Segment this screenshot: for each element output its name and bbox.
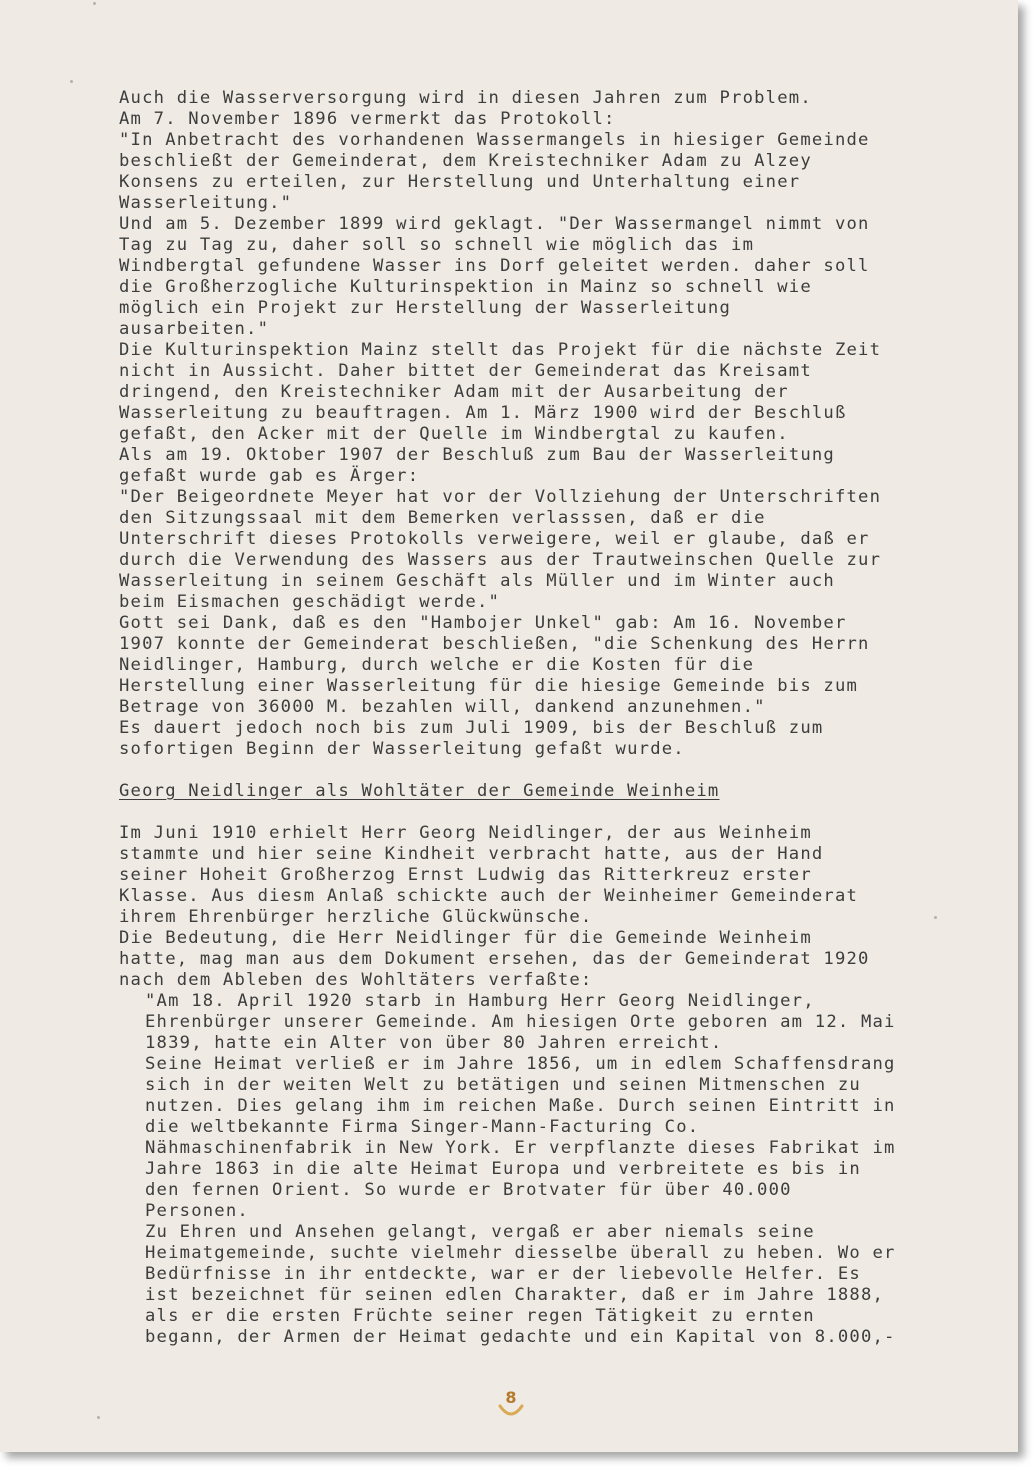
paper-speck xyxy=(93,2,96,5)
text-line: nicht in Aussicht. Daher bittet der Gemeinderat das Kreisamt xyxy=(119,361,812,381)
text-line: sofortigen Beginn der Wasserleitung gefaßt wurde. xyxy=(119,739,685,759)
text-line: den Sitzungssaal mit dem Bemerken verlasssen, daß er die xyxy=(119,508,766,528)
text-line: Gott sei Dank, daß es den "Hambojer Unkel" gab: Am 16. November xyxy=(119,613,847,633)
text-line: "Der Beigeordnete Meyer hat vor der Vollziehung der Unterschriften xyxy=(119,487,882,507)
text-line: Seine Heimat verließ er im Jahre 1856, um in edlem Schaffensdrang xyxy=(145,1054,896,1074)
text-line: Klasse. Aus diesm Anlaß schickte auch der Weinheimer Gemeinderat xyxy=(119,886,859,906)
text-line: Es dauert jedoch noch bis zum Juli 1909, bis der Beschluß zum xyxy=(119,718,824,738)
text-line: Windbergtal gefundene Wasser ins Dorf geleitet werden. daher soll xyxy=(119,256,870,276)
text-line: dringend, den Kreistechniker Adam mit der Ausarbeitung der xyxy=(119,382,789,402)
text-line: 1839, hatte ein Alter von über 80 Jahren erreicht. xyxy=(145,1033,723,1053)
paper-speck xyxy=(97,1416,100,1419)
text-line: Zu Ehren und Ansehen gelangt, vergaß er aber niemals seine xyxy=(145,1222,815,1242)
obituary-quote xyxy=(119,991,979,1348)
text-line: durch die Verwendung des Wassers aus der Trautweinschen Quelle zur xyxy=(119,550,882,570)
text-line: Die Kulturinspektion Mainz stellt das Projekt für die nächste Zeit xyxy=(119,340,882,360)
text-line: 1907 konnte der Gemeinderat beschließen, "die Schenkung des Herrn xyxy=(119,634,870,654)
text-line: gefaßt wurde gab es Ärger: xyxy=(119,466,420,486)
text-line: Als am 19. Oktober 1907 der Beschluß zum Bau der Wasserleitung xyxy=(119,445,835,465)
text-line: als er die ersten Früchte seiner regen Tätigkeit zu ernten xyxy=(145,1306,815,1326)
text-line: nutzen. Dies gelang ihm im reichen Maße. Durch seinen Eintritt in xyxy=(145,1096,896,1116)
paragraph-neidlinger xyxy=(119,823,979,991)
text-line: Und am 5. Dezember 1899 wird geklagt. "Der Wassermangel nimmt von xyxy=(119,214,870,234)
text-line: Im Juni 1910 erhielt Herr Georg Neidlinger, der aus Weinheim xyxy=(119,823,812,843)
text-line: Wasserleitung in seinem Geschäft als Müller und im Winter auch xyxy=(119,571,835,591)
text-line: "Am 18. April 1920 starb in Hamburg Herr Georg Neidlinger, xyxy=(145,991,815,1011)
text-line: Die Bedeutung, die Herr Neidlinger für die Gemeinde Weinheim xyxy=(119,928,812,948)
text-line: Auch die Wasserversorgung wird in diesen Jahren zum Problem. xyxy=(119,88,812,108)
text-line: ausarbeiten." xyxy=(119,319,270,339)
text-line: Tag zu Tag zu, daher soll so schnell wie möglich das im xyxy=(119,235,755,255)
text-line: Wasserleitung." xyxy=(119,193,293,213)
text-line: stammte und hier seine Kindheit verbracht hatte, aus der Hand xyxy=(119,844,824,864)
text-line: Unterschrift dieses Protokolls verweigere, weil er glaube, daß er xyxy=(119,529,870,549)
paper-speck xyxy=(70,80,73,83)
paragraph-water-supply xyxy=(119,88,979,760)
text-line: Konsens zu erteilen, zur Herstellung und Unterhaltung einer xyxy=(119,172,801,192)
text-line: möglich ein Projekt zur Herstellung der Wasserleitung xyxy=(119,298,732,318)
text-line: beschließt der Gemeinderat, dem Kreistechniker Adam zu Alzey xyxy=(119,151,812,171)
text-line: hatte, mag man aus dem Dokument ersehen, das der Gemeinderat 1920 xyxy=(119,949,870,969)
text-line: Heimatgemeinde, suchte vielmehr diesselbe überall zu heben. Wo er xyxy=(145,1243,896,1263)
text-line: Jahre 1863 in die alte Heimat Europa und verbreitete es bis in xyxy=(145,1159,861,1179)
blank-line xyxy=(119,760,979,781)
text-line: Personen. xyxy=(145,1201,249,1221)
text-line: die Großherzogliche Kulturinspektion in Mainz so schnell wie xyxy=(119,277,812,297)
text-line: ist bezeichnet für seinen edlen Charakter, daß er im Jahre 1888, xyxy=(145,1285,885,1305)
blank-line xyxy=(119,802,979,823)
text-line: seiner Hoheit Großherzog Ernst Ludwig das Ritterkreuz erster xyxy=(119,865,812,885)
text-line: ihrem Ehrenbürger herzliche Glückwünsche. xyxy=(119,907,593,927)
text-line: Betrage von 36000 M. bezahlen will, dankend anzunehmen." xyxy=(119,697,766,717)
text-line: Am 7. November 1896 vermerkt das Protokoll: xyxy=(119,109,616,129)
page-number xyxy=(496,1386,526,1422)
typed-text-block xyxy=(119,88,979,1348)
text-line: Wasserleitung zu beauftragen. Am 1. März 1900 wird der Beschluß xyxy=(119,403,847,423)
text-line: den fernen Orient. So wurde er Brotvater für über 40.000 xyxy=(145,1180,792,1200)
section-heading: Georg Neidlinger als Wohltäter der Gemeinde Weinheim xyxy=(119,781,720,801)
text-line: Bedürfnisse in ihr entdeckte, war er der liebevolle Helfer. Es xyxy=(145,1264,861,1284)
text-line: Nähmaschinenfabrik in New York. Er verpflanzte dieses Fabrikat im xyxy=(145,1138,896,1158)
text-line: begann, der Armen der Heimat gedachte und ein Kapital von 8.000,- xyxy=(145,1327,896,1347)
text-line: die weltbekannte Firma Singer-Mann-Facturing Co. xyxy=(145,1117,700,1137)
text-line: Neidlinger, Hamburg, durch welche er die Kosten für die xyxy=(119,655,755,675)
text-line: nach dem Ableben des Wohltäters verfaßte: xyxy=(119,970,593,990)
text-line: Herstellung einer Wasserleitung für die hiesige Gemeinde bis zum xyxy=(119,676,859,696)
page-number-text: 8 xyxy=(505,1388,517,1407)
text-line: beim Eismachen geschädigt werde." xyxy=(119,592,501,612)
text-line: Ehrenbürger unserer Gemeinde. Am hiesigen Orte geboren am 12. Mai xyxy=(145,1012,896,1032)
text-line: gefaßt, den Acker mit der Quelle im Windbergtal zu kaufen. xyxy=(119,424,789,444)
text-line: sich in der weiten Welt zu betätigen und seinen Mitmenschen zu xyxy=(145,1075,861,1095)
text-line: "In Anbetracht des vorhandenen Wassermangels in hiesiger Gemeinde xyxy=(119,130,870,150)
